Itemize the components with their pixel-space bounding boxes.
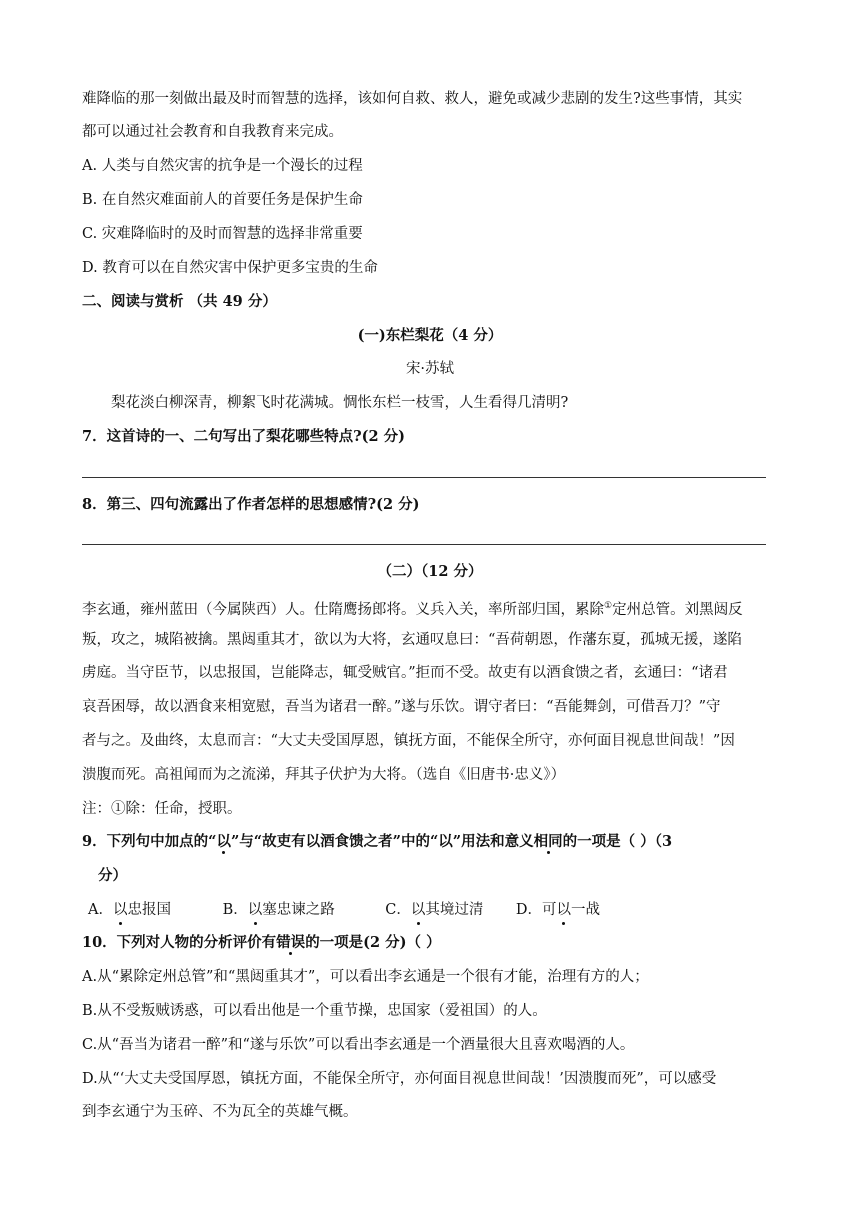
q9-option-d-rest: 一战 <box>570 902 600 918</box>
passage-line-5: 者与之。及曲终，太息而言：“大丈夫受国厚恩，镇抚方面，不能保全所守，亦何面目视息世间哉！”因 <box>82 733 735 749</box>
q9-option-d-pre: 可 <box>541 902 557 918</box>
q9-text-part-1: 9．下列句中加点的“ <box>82 833 217 850</box>
q9-text-part-3: 的一项是（ ）（3 <box>562 833 673 850</box>
q9-option-b <box>223 899 381 921</box>
q6-option-d: D. 教育可以在自然灾害中保护更多宝贵的生命 <box>82 260 378 276</box>
q10-option-d: D.从“‘大丈夫受国厚恩，镇抚方面，不能保全所守，亦何面目视息世间哉！’因溃腹而死”，可以感受 <box>82 1071 717 1087</box>
q10-option-b: B.从不受叛贼诱惑，可以看出他是一个重节操，忠国家（爱祖国）的人。 <box>82 1003 547 1019</box>
q6-option-b: B. 在自然灾难面前人的首要任务是保护生命 <box>82 192 363 208</box>
q9-option-b-rest: 塞忠谏之路 <box>262 902 335 918</box>
q9-option-d <box>516 899 600 921</box>
passage-line-1-end: 定州总管。刘黑闼反 <box>612 601 743 618</box>
passage-line-6: 溃腹而死。高祖闻而为之流涕，拜其子伏护为大将。（选自《旧唐书·忠义》） <box>82 767 566 783</box>
q9-option-a-letter: A． <box>88 902 113 918</box>
q9-option-a-rest: 忠报国 <box>127 902 171 918</box>
q9-text-part-2: ”与“故吏有以酒食馈之者”中的“以”用法和意义 <box>230 833 534 850</box>
passage-heading: （二）（12 分） <box>377 563 483 580</box>
intro-line-2: 都可以通过社会教育和自我教育来完成。 <box>82 124 343 140</box>
q9-option-a <box>88 899 218 921</box>
intro-line-1: 难降临的那一刻做出最及时而智慧的选择，该如何自救、救人，避免或减少悲剧的发生?这些事情，其实 <box>82 91 743 107</box>
q6-option-a: A. 人类与自然灾害的抗争是一个漫长的过程 <box>82 158 363 174</box>
question-10 <box>82 932 441 954</box>
q9-option-c-rest: 其境过清 <box>425 902 484 918</box>
passage-line-1-start: 李玄通，雍州蓝田（今属陕西）人。仕隋鹰扬郎将。义兵入关，率所部归国，累除 <box>82 601 604 618</box>
q9-dotted-same: 相同 <box>533 833 563 850</box>
question-9 <box>82 831 672 853</box>
q10-option-c: C.从“吾当为诸君一醉”和“遂与乐饮”可以看出李玄通是一个酒量很大且喜欢喝酒的人。 <box>82 1037 635 1053</box>
passage-line-4: 哀吾困辱，故以酒食来相宽慰，吾当为诸君一醉。”遂与乐饮。谓守者曰：“吾能舞剑，可借吾刀？”守 <box>82 699 721 715</box>
q9-option-a-dotted: 以 <box>113 899 128 921</box>
question-7: 7．这首诗的一、二句写出了梨花哪些特点?(2 分) <box>82 428 405 445</box>
q9-option-c-letter: C． <box>385 902 411 918</box>
passage-line-2: 叛，攻之，城陷被擒。黑闼重其才，欲以为大将，玄通叹息曰：“吾荷朝恩，作藩东夏，孤城无援，遂陷 <box>82 632 742 648</box>
q7-answer-line[interactable] <box>82 477 766 478</box>
q10-dotted-word: 错误 <box>276 934 306 951</box>
q9-option-d-letter: D． <box>515 902 542 918</box>
footnote: 注：①除：任命，授职。 <box>82 801 242 817</box>
question-8: 8．第三、四句流露出了作者怎样的思想感情?(2 分) <box>82 496 420 513</box>
q9-options <box>88 899 600 921</box>
q9-option-b-letter: B． <box>222 902 248 918</box>
passage-line-1 <box>82 595 743 621</box>
question-9-cont: 分） <box>98 867 127 884</box>
q10-text-part-2: 的一项是(2 分)（ ） <box>305 934 441 951</box>
poem-text: 梨花淡白柳深青，柳絮飞时花满城。惆怅东栏一枝雪，人生看得几清明? <box>111 395 569 411</box>
poem-author: 宋·苏轼 <box>405 361 455 377</box>
q10-option-d-cont: 到李玄通宁为玉碎、不为瓦全的英雄气概。 <box>82 1104 358 1120</box>
q8-answer-line[interactable] <box>82 544 766 545</box>
footnote-marker: ① <box>604 601 613 611</box>
q6-option-c: C. 灾难降临时的及时而智慧的选择非常重要 <box>82 226 363 242</box>
section-2-title: 二、阅读与赏析 （共 49 分） <box>82 293 277 310</box>
q9-option-c <box>385 899 511 921</box>
q10-option-a: A.从“累除定州总管”和“黑闼重其才”，可以看出李玄通是一个很有才能，治理有方的人； <box>82 969 649 985</box>
passage-line-3: 虏庭。当守臣节，以忠报国，岂能降志，辄受贼官。”拒而不受。故吏有以酒食馈之者，玄通曰：“诸君 <box>82 665 728 681</box>
q10-text-part-1: 10．下列对人物的分析评价有 <box>82 934 277 951</box>
q9-dotted-word: 以 <box>216 833 231 850</box>
q9-option-b-dotted: 以 <box>248 899 263 921</box>
poem-heading: (一)东栏梨花（4 分） <box>357 327 503 344</box>
q9-option-d-dotted: 以 <box>556 899 571 921</box>
q9-option-c-dotted: 以 <box>411 899 426 921</box>
